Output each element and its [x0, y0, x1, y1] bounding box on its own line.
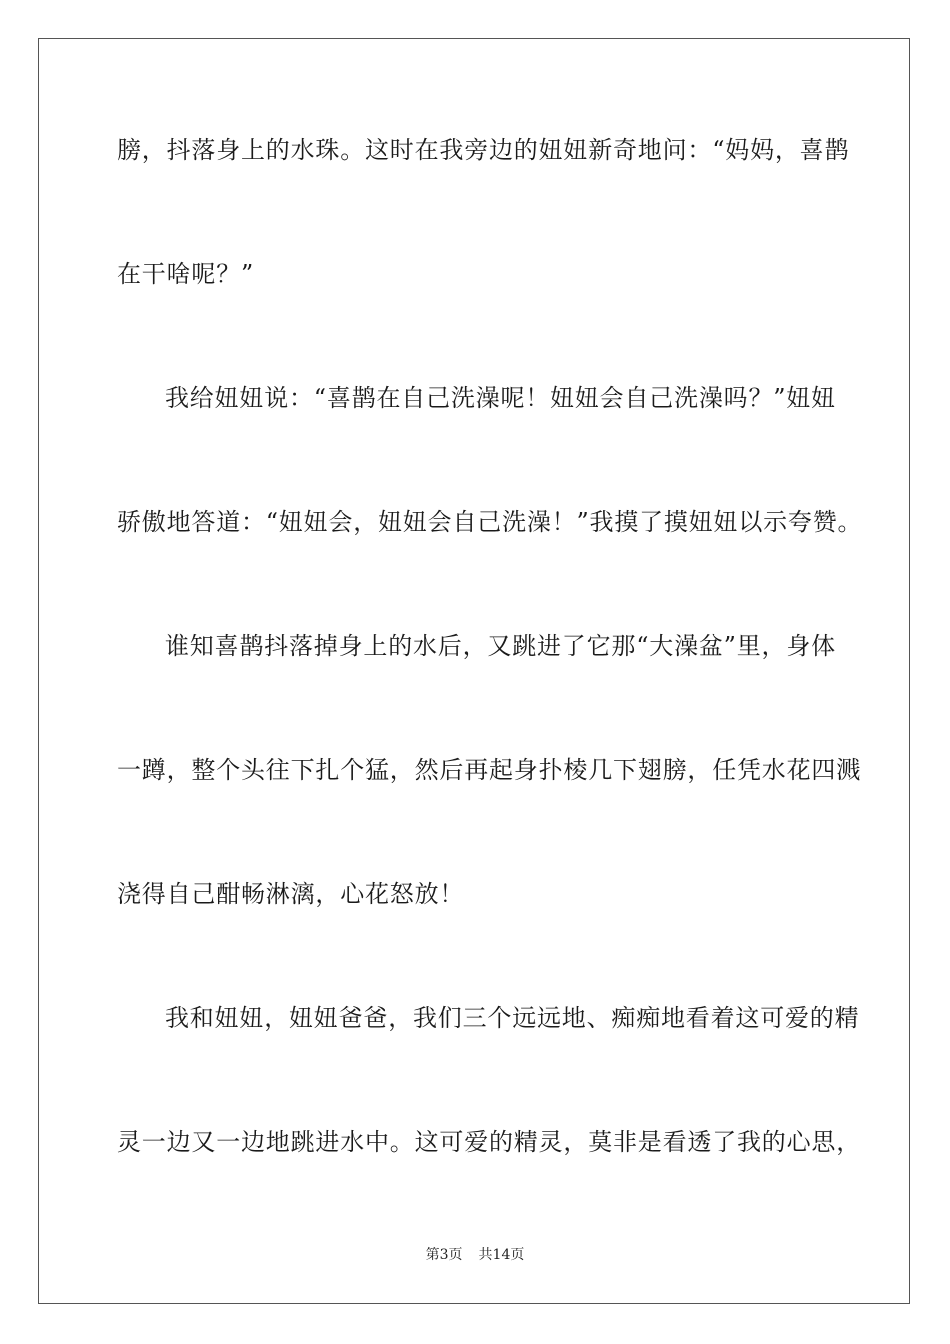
text-line-9: 灵一边又一边地跳进水中。这可爱的精灵，莫非是看透了我的心思，: [117, 1128, 861, 1156]
text-line-4: 骄傲地答道：“妞妞会，妞妞会自己洗澡！”我摸了摸妞妞以示夸赞。: [117, 508, 863, 536]
text-line-8: 我和妞妞，妞妞爸爸，我们三个远远地、痴痴地看着这可爱的精: [165, 1004, 860, 1032]
text-line-3: 我给妞妞说：“喜鹊在自己洗澡呢！妞妞会自己洗澡吗？”妞妞: [165, 384, 836, 412]
page-footer: [0, 1246, 950, 1264]
text-line-7: 浇得自己酣畅淋漓，心花怒放！: [117, 880, 465, 908]
text-line-5: 谁知喜鹊抖落掉身上的水后，又跳进了它那“大澡盆”里，身体: [165, 632, 836, 660]
text-line-6: 一蹲，整个头往下扎个猛，然后再起身扑棱几下翅膀，任凭水花四溅: [117, 756, 861, 784]
text-line-1: 膀，抖落身上的水珠。这时在我旁边的妞妞新奇地问：“妈妈，喜鹊: [117, 136, 850, 164]
text-line-2: 在干啥呢？”: [117, 260, 255, 288]
page-number: 第3页: [425, 1247, 463, 1263]
page-border: [38, 38, 910, 1304]
page-total: 共14页: [478, 1247, 525, 1263]
